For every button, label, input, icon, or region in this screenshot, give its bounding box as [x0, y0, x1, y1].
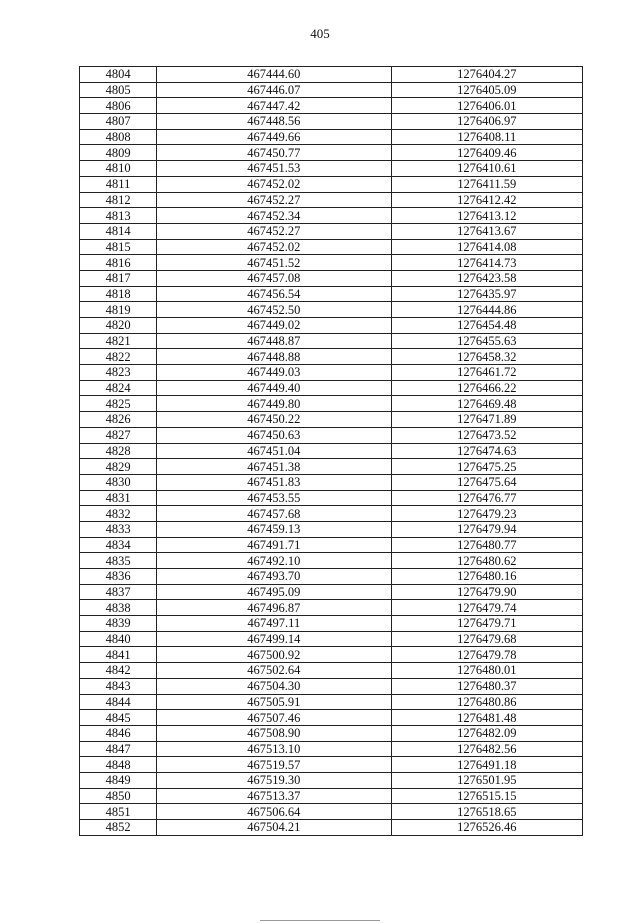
y-coordinate-cell: 1276479.90 — [391, 584, 582, 600]
table-row — [80, 192, 583, 208]
y-coordinate-cell: 1276480.37 — [391, 678, 582, 694]
point-number-cell: 4846 — [80, 725, 157, 741]
table-row — [80, 647, 583, 663]
table-row — [80, 600, 583, 616]
table-row — [80, 474, 583, 490]
x-coordinate-cell: 467513.37 — [157, 788, 391, 804]
point-number-cell: 4833 — [80, 521, 157, 537]
table-row — [80, 788, 583, 804]
x-coordinate-cell: 467491.71 — [157, 537, 391, 553]
table-row — [80, 270, 583, 286]
table-row — [80, 255, 583, 271]
y-coordinate-cell: 1276404.27 — [391, 67, 582, 83]
point-number-cell: 4813 — [80, 208, 157, 224]
table-row — [80, 98, 583, 114]
point-number-cell: 4840 — [80, 631, 157, 647]
table-row — [80, 67, 583, 83]
y-coordinate-cell: 1276461.72 — [391, 365, 582, 381]
table-row — [80, 349, 583, 365]
point-number-cell: 4843 — [80, 678, 157, 694]
point-number-cell: 4838 — [80, 600, 157, 616]
table-row — [80, 129, 583, 145]
x-coordinate-cell: 467459.13 — [157, 521, 391, 537]
point-number-cell: 4845 — [80, 710, 157, 726]
point-number-cell: 4812 — [80, 192, 157, 208]
x-coordinate-cell: 467452.50 — [157, 302, 391, 318]
table-row — [80, 333, 583, 349]
table-row — [80, 208, 583, 224]
x-coordinate-cell: 467504.21 — [157, 820, 391, 836]
point-number-cell: 4823 — [80, 365, 157, 381]
y-coordinate-cell: 1276475.64 — [391, 474, 582, 490]
x-coordinate-cell: 467456.54 — [157, 286, 391, 302]
y-coordinate-cell: 1276413.67 — [391, 223, 582, 239]
x-coordinate-cell: 467451.04 — [157, 443, 391, 459]
y-coordinate-cell: 1276423.58 — [391, 270, 582, 286]
point-number-cell: 4842 — [80, 663, 157, 679]
x-coordinate-cell: 467452.34 — [157, 208, 391, 224]
point-number-cell: 4837 — [80, 584, 157, 600]
y-coordinate-cell: 1276409.46 — [391, 145, 582, 161]
x-coordinate-cell: 467449.80 — [157, 396, 391, 412]
y-coordinate-cell: 1276435.97 — [391, 286, 582, 302]
point-number-cell: 4811 — [80, 176, 157, 192]
table-row — [80, 161, 583, 177]
table-row — [80, 82, 583, 98]
point-number-cell: 4806 — [80, 98, 157, 114]
y-coordinate-cell: 1276518.65 — [391, 804, 582, 820]
coordinates-table — [79, 66, 583, 836]
point-number-cell: 4827 — [80, 427, 157, 443]
x-coordinate-cell: 467506.64 — [157, 804, 391, 820]
x-coordinate-cell: 467449.40 — [157, 380, 391, 396]
y-coordinate-cell: 1276474.63 — [391, 443, 582, 459]
y-coordinate-cell: 1276526.46 — [391, 820, 582, 836]
table-row — [80, 616, 583, 632]
point-number-cell: 4831 — [80, 490, 157, 506]
y-coordinate-cell: 1276412.42 — [391, 192, 582, 208]
x-coordinate-cell: 467500.92 — [157, 647, 391, 663]
x-coordinate-cell: 467507.46 — [157, 710, 391, 726]
y-coordinate-cell: 1276454.48 — [391, 318, 582, 334]
x-coordinate-cell: 467446.07 — [157, 82, 391, 98]
x-coordinate-cell: 467493.70 — [157, 569, 391, 585]
y-coordinate-cell: 1276411.59 — [391, 176, 582, 192]
point-number-cell: 4814 — [80, 223, 157, 239]
y-coordinate-cell: 1276515.15 — [391, 788, 582, 804]
point-number-cell: 4829 — [80, 459, 157, 475]
point-number-cell: 4850 — [80, 788, 157, 804]
point-number-cell: 4821 — [80, 333, 157, 349]
point-number-cell: 4832 — [80, 506, 157, 522]
point-number-cell: 4804 — [80, 67, 157, 83]
x-coordinate-cell: 467453.55 — [157, 490, 391, 506]
point-number-cell: 4809 — [80, 145, 157, 161]
point-number-cell: 4851 — [80, 804, 157, 820]
x-coordinate-cell: 467447.42 — [157, 98, 391, 114]
y-coordinate-cell: 1276408.11 — [391, 129, 582, 145]
table-row — [80, 365, 583, 381]
table-row — [80, 584, 583, 600]
y-coordinate-cell: 1276479.23 — [391, 506, 582, 522]
point-number-cell: 4819 — [80, 302, 157, 318]
table-row — [80, 286, 583, 302]
x-coordinate-cell: 467499.14 — [157, 631, 391, 647]
point-number-cell: 4805 — [80, 82, 157, 98]
y-coordinate-cell: 1276473.52 — [391, 427, 582, 443]
y-coordinate-cell: 1276482.09 — [391, 725, 582, 741]
point-number-cell: 4817 — [80, 270, 157, 286]
y-coordinate-cell: 1276458.32 — [391, 349, 582, 365]
y-coordinate-cell: 1276481.48 — [391, 710, 582, 726]
x-coordinate-cell: 467451.53 — [157, 161, 391, 177]
table-row — [80, 459, 583, 475]
y-coordinate-cell: 1276406.01 — [391, 98, 582, 114]
point-number-cell: 4810 — [80, 161, 157, 177]
point-number-cell: 4808 — [80, 129, 157, 145]
y-coordinate-cell: 1276480.16 — [391, 569, 582, 585]
x-coordinate-cell: 467496.87 — [157, 600, 391, 616]
y-coordinate-cell: 1276413.12 — [391, 208, 582, 224]
point-number-cell: 4847 — [80, 741, 157, 757]
y-coordinate-cell: 1276469.48 — [391, 396, 582, 412]
y-coordinate-cell: 1276414.08 — [391, 239, 582, 255]
point-number-cell: 4852 — [80, 820, 157, 836]
table-row — [80, 490, 583, 506]
x-coordinate-cell: 467457.08 — [157, 270, 391, 286]
bottom-divider — [260, 920, 380, 921]
table-row — [80, 553, 583, 569]
x-coordinate-cell: 467452.27 — [157, 192, 391, 208]
x-coordinate-cell: 467450.77 — [157, 145, 391, 161]
point-number-cell: 4830 — [80, 474, 157, 490]
x-coordinate-cell: 467449.66 — [157, 129, 391, 145]
y-coordinate-cell: 1276480.01 — [391, 663, 582, 679]
x-coordinate-cell: 467449.02 — [157, 318, 391, 334]
y-coordinate-cell: 1276480.77 — [391, 537, 582, 553]
x-coordinate-cell: 467448.56 — [157, 114, 391, 130]
table-row — [80, 506, 583, 522]
x-coordinate-cell: 467505.91 — [157, 694, 391, 710]
table-row — [80, 710, 583, 726]
x-coordinate-cell: 467451.38 — [157, 459, 391, 475]
x-coordinate-cell: 467448.88 — [157, 349, 391, 365]
x-coordinate-cell: 467508.90 — [157, 725, 391, 741]
point-number-cell: 4835 — [80, 553, 157, 569]
table-row — [80, 427, 583, 443]
table-row — [80, 725, 583, 741]
point-number-cell: 4828 — [80, 443, 157, 459]
y-coordinate-cell: 1276406.97 — [391, 114, 582, 130]
table-row — [80, 820, 583, 836]
table-row — [80, 412, 583, 428]
x-coordinate-cell: 467492.10 — [157, 553, 391, 569]
y-coordinate-cell: 1276482.56 — [391, 741, 582, 757]
table-row — [80, 239, 583, 255]
point-number-cell: 4848 — [80, 757, 157, 773]
point-number-cell: 4818 — [80, 286, 157, 302]
table-row — [80, 678, 583, 694]
point-number-cell: 4844 — [80, 694, 157, 710]
table-row — [80, 223, 583, 239]
x-coordinate-cell: 467449.03 — [157, 365, 391, 381]
table-row — [80, 631, 583, 647]
point-number-cell: 4807 — [80, 114, 157, 130]
y-coordinate-cell: 1276479.94 — [391, 521, 582, 537]
table-row — [80, 396, 583, 412]
y-coordinate-cell: 1276480.86 — [391, 694, 582, 710]
x-coordinate-cell: 467452.02 — [157, 239, 391, 255]
x-coordinate-cell: 467451.52 — [157, 255, 391, 271]
x-coordinate-cell: 467448.87 — [157, 333, 391, 349]
page-number: 405 — [310, 26, 330, 41]
table-row — [80, 302, 583, 318]
table-row — [80, 804, 583, 820]
table-row — [80, 694, 583, 710]
y-coordinate-cell: 1276475.25 — [391, 459, 582, 475]
y-coordinate-cell: 1276479.74 — [391, 600, 582, 616]
x-coordinate-cell: 467450.22 — [157, 412, 391, 428]
point-number-cell: 4834 — [80, 537, 157, 553]
table-row — [80, 741, 583, 757]
point-number-cell: 4824 — [80, 380, 157, 396]
table-row — [80, 772, 583, 788]
table-row — [80, 443, 583, 459]
x-coordinate-cell: 467450.63 — [157, 427, 391, 443]
table-row — [80, 569, 583, 585]
point-number-cell: 4849 — [80, 772, 157, 788]
y-coordinate-cell: 1276455.63 — [391, 333, 582, 349]
x-coordinate-cell: 467452.02 — [157, 176, 391, 192]
point-number-cell: 4839 — [80, 616, 157, 632]
x-coordinate-cell: 467502.64 — [157, 663, 391, 679]
y-coordinate-cell: 1276479.78 — [391, 647, 582, 663]
table-row — [80, 318, 583, 334]
x-coordinate-cell: 467451.83 — [157, 474, 391, 490]
point-number-cell: 4836 — [80, 569, 157, 585]
x-coordinate-cell: 467497.11 — [157, 616, 391, 632]
point-number-cell: 4816 — [80, 255, 157, 271]
point-number-cell: 4822 — [80, 349, 157, 365]
y-coordinate-cell: 1276479.71 — [391, 616, 582, 632]
table-row — [80, 521, 583, 537]
y-coordinate-cell: 1276471.89 — [391, 412, 582, 428]
table-row — [80, 537, 583, 553]
point-number-cell: 4826 — [80, 412, 157, 428]
table-row — [80, 145, 583, 161]
x-coordinate-cell: 467519.57 — [157, 757, 391, 773]
point-number-cell: 4820 — [80, 318, 157, 334]
x-coordinate-cell: 467495.09 — [157, 584, 391, 600]
coordinates-table-body — [80, 67, 583, 836]
table-row — [80, 663, 583, 679]
x-coordinate-cell: 467504.30 — [157, 678, 391, 694]
x-coordinate-cell: 467519.30 — [157, 772, 391, 788]
point-number-cell: 4825 — [80, 396, 157, 412]
y-coordinate-cell: 1276444.86 — [391, 302, 582, 318]
y-coordinate-cell: 1276414.73 — [391, 255, 582, 271]
y-coordinate-cell: 1276476.77 — [391, 490, 582, 506]
y-coordinate-cell: 1276405.09 — [391, 82, 582, 98]
y-coordinate-cell: 1276479.68 — [391, 631, 582, 647]
table-row — [80, 176, 583, 192]
point-number-cell: 4815 — [80, 239, 157, 255]
x-coordinate-cell: 467513.10 — [157, 741, 391, 757]
x-coordinate-cell: 467444.60 — [157, 67, 391, 83]
y-coordinate-cell: 1276410.61 — [391, 161, 582, 177]
x-coordinate-cell: 467457.68 — [157, 506, 391, 522]
table-row — [80, 380, 583, 396]
table-row — [80, 757, 583, 773]
y-coordinate-cell: 1276480.62 — [391, 553, 582, 569]
x-coordinate-cell: 467452.27 — [157, 223, 391, 239]
table-row — [80, 114, 583, 130]
point-number-cell: 4841 — [80, 647, 157, 663]
y-coordinate-cell: 1276466.22 — [391, 380, 582, 396]
y-coordinate-cell: 1276501.95 — [391, 772, 582, 788]
y-coordinate-cell: 1276491.18 — [391, 757, 582, 773]
